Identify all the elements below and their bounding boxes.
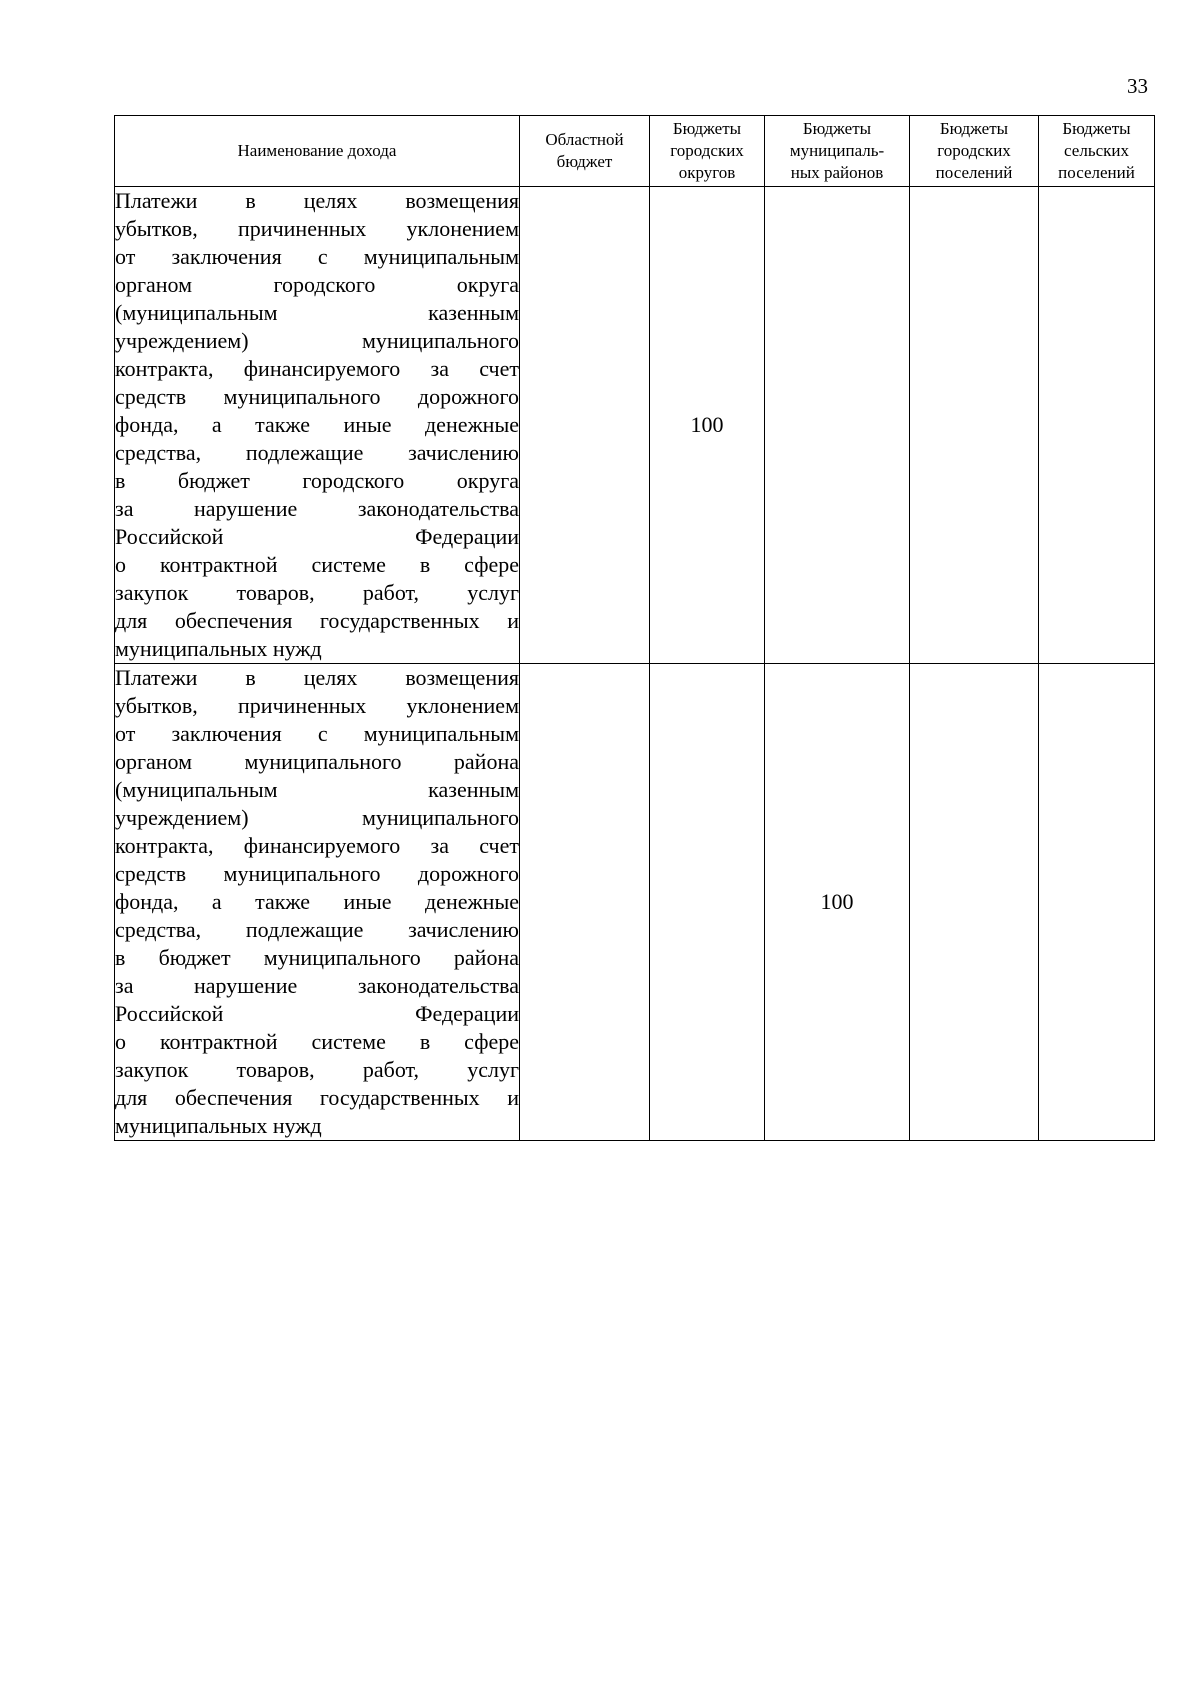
share-value-cell [1039,664,1155,1141]
share-value-cell [765,187,910,664]
revenue-name-line: фонда, а также иные денежные [115,889,519,914]
header-urban-settlement-budgets: Бюджеты городских поселений [910,116,1039,187]
share-value-cell [520,664,650,1141]
revenue-name-line: (муниципальным казенным [115,777,519,802]
revenue-name-line: средства, подлежащие зачислению [115,917,519,942]
revenue-name-line: органом городского округа [115,272,519,297]
revenue-name-line: убытков, причиненных уклонением [115,693,519,718]
revenue-name-line: для обеспечения государственных и [115,608,519,633]
share-value-cell [910,187,1039,664]
revenue-name-line: для обеспечения государственных и [115,1085,519,1110]
share-value-cell [520,187,650,664]
revenue-name-line: муниципальных нужд [115,636,322,661]
header-rural-settlement-budgets: Бюджеты сельских поселений [1039,116,1155,187]
share-value-cell [910,664,1039,1141]
table-row [115,187,1155,664]
revenue-name-line: за нарушение законодательства [115,496,519,521]
revenue-name-line: о контрактной системе в сфере [115,552,519,577]
revenue-name-line: Платежи в целях возмещения [115,665,519,690]
revenue-name-line: Платежи в целях возмещения [115,188,519,213]
revenue-name-line: учреждением) муниципального [115,805,519,830]
revenue-name-line: за нарушение законодательства [115,973,519,998]
revenue-name-cell [115,664,520,1141]
revenue-name-line: в бюджет городского округа [115,468,519,493]
revenue-name-line: контракта, финансируемого за счет [115,356,519,381]
revenue-name-line: Российской Федерации [115,524,519,549]
revenue-name-cell [115,187,520,664]
revenue-distribution-table [114,115,1155,1141]
revenue-name-line: убытков, причиненных уклонением [115,216,519,241]
share-value-cell [650,664,765,1141]
revenue-name-line: от заключения с муниципальным [115,721,519,746]
revenue-name-line: закупок товаров, работ, услуг [115,1057,519,1082]
revenue-name-line: средств муниципального дорожного [115,861,519,886]
header-regional-budget: Областной бюджет [520,116,650,187]
revenue-name-line: средства, подлежащие зачислению [115,440,519,465]
revenue-name-line: фонда, а также иные денежные [115,412,519,437]
table-header-row [115,116,1155,187]
revenue-name-line: от заключения с муниципальным [115,244,519,269]
revenue-name-line: в бюджет муниципального района [115,945,519,970]
table-row [115,664,1155,1141]
header-municipal-district-budgets: Бюджеты муниципаль- ных районов [765,116,910,187]
share-value-cell: 100 [765,664,910,1141]
header-city-district-budgets: Бюджеты городских округов [650,116,765,187]
revenue-name-line: контракта, финансируемого за счет [115,833,519,858]
header-revenue-name: Наименование дохода [115,116,520,187]
revenue-name-line: средств муниципального дорожного [115,384,519,409]
revenue-name-line: о контрактной системе в сфере [115,1029,519,1054]
revenue-name-line: (муниципальным казенным [115,300,519,325]
revenue-name-line: органом муниципального района [115,749,519,774]
share-value-cell: 100 [650,187,765,664]
share-value-cell [1039,187,1155,664]
page-number: 33 [1127,74,1148,98]
revenue-name-line: Российской Федерации [115,1001,519,1026]
revenue-name-line: муниципальных нужд [115,1113,322,1138]
revenue-name-line: закупок товаров, работ, услуг [115,580,519,605]
revenue-name-line: учреждением) муниципального [115,328,519,353]
